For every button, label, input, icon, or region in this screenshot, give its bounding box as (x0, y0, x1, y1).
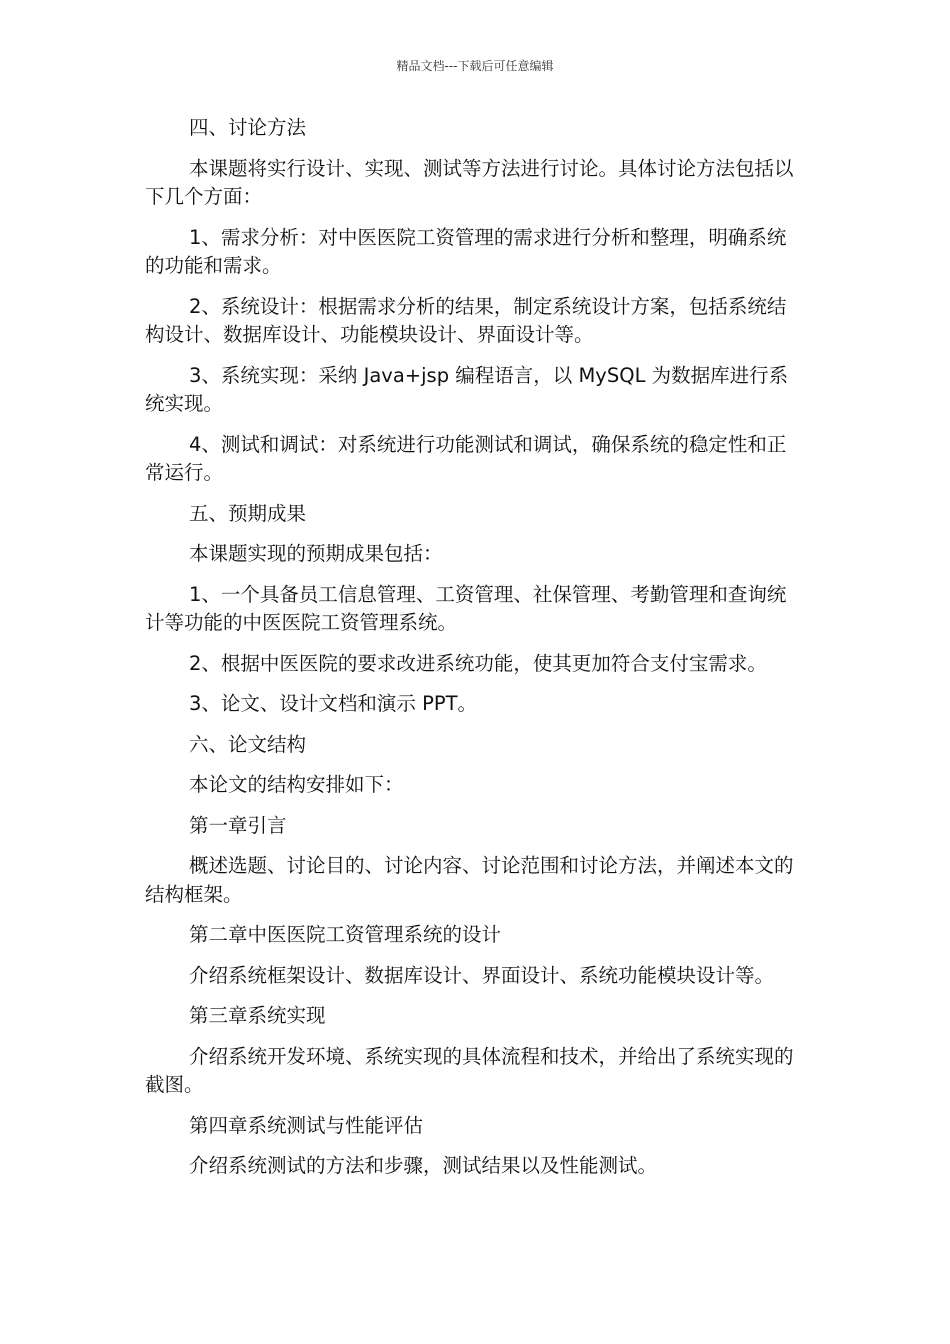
paragraph: 本论文的结构安排如下： (189, 773, 404, 796)
list-item: 3、论文、设计文档和演示 PPT。 (189, 692, 478, 715)
document-body (145, 114, 805, 1193)
list-item: 2、系统设计：根据需求分析的结果，制定系统设计方案，包括系统结构设计、数据库设计、功能模块设计、界面设计等。 (145, 294, 787, 346)
list-item: 1、一个具备员工信息管理、工资管理、社保管理、考勤管理和查询统计等功能的中医医院工资管理系统。 (145, 582, 787, 634)
section-heading-methods: 四、讨论方法 (189, 116, 307, 139)
chapter-title: 第四章系统测试与性能评估 (189, 1113, 424, 1137)
paragraph: 本课题将实行设计、实现、测试等方法进行讨论。具体讨论方法包括以下几个方面： (145, 156, 794, 208)
page-header: 精品文档---下载后可任意编辑 (396, 59, 554, 73)
chapter-description: 介绍系统开发环境、系统实现的具体流程和技术，并给出了系统实现的截图。 (145, 1044, 794, 1096)
section-heading-results: 五、预期成果 (189, 501, 307, 525)
chapter-title: 第一章引言 (189, 813, 287, 837)
chapter-description: 介绍系统测试的方法和步骤，测试结果以及性能测试。 (189, 1154, 658, 1177)
paragraph: 本课题实现的预期成果包括： (189, 542, 443, 565)
list-item: 4、测试和调试：对系统进行功能测试和调试，确保系统的稳定性和正常运行。 (145, 432, 787, 484)
list-item: 1、需求分析：对中医医院工资管理的需求进行分析和整理，明确系统的功能和需求。 (145, 225, 787, 277)
list-item: 2、根据中医医院的要求改进系统功能，使其更加符合支付宝需求。 (189, 651, 767, 675)
section-heading-structure: 六、论文结构 (189, 732, 307, 756)
list-item: 3、系统实现：采纳 Java+jsp 编程语言，以 MySQL 为数据库进行系统实现。 (145, 363, 789, 415)
chapter-title: 第二章中医医院工资管理系统的设计 (189, 923, 502, 946)
chapter-title: 第三章系统实现 (189, 1004, 326, 1027)
chapter-description: 介绍系统框架设计、数据库设计、界面设计、系统功能模块设计等。 (189, 963, 775, 987)
chapter-description: 概述选题、讨论目的、讨论内容、讨论范围和讨论方法，并阐述本文的结构框架。 (145, 854, 794, 906)
